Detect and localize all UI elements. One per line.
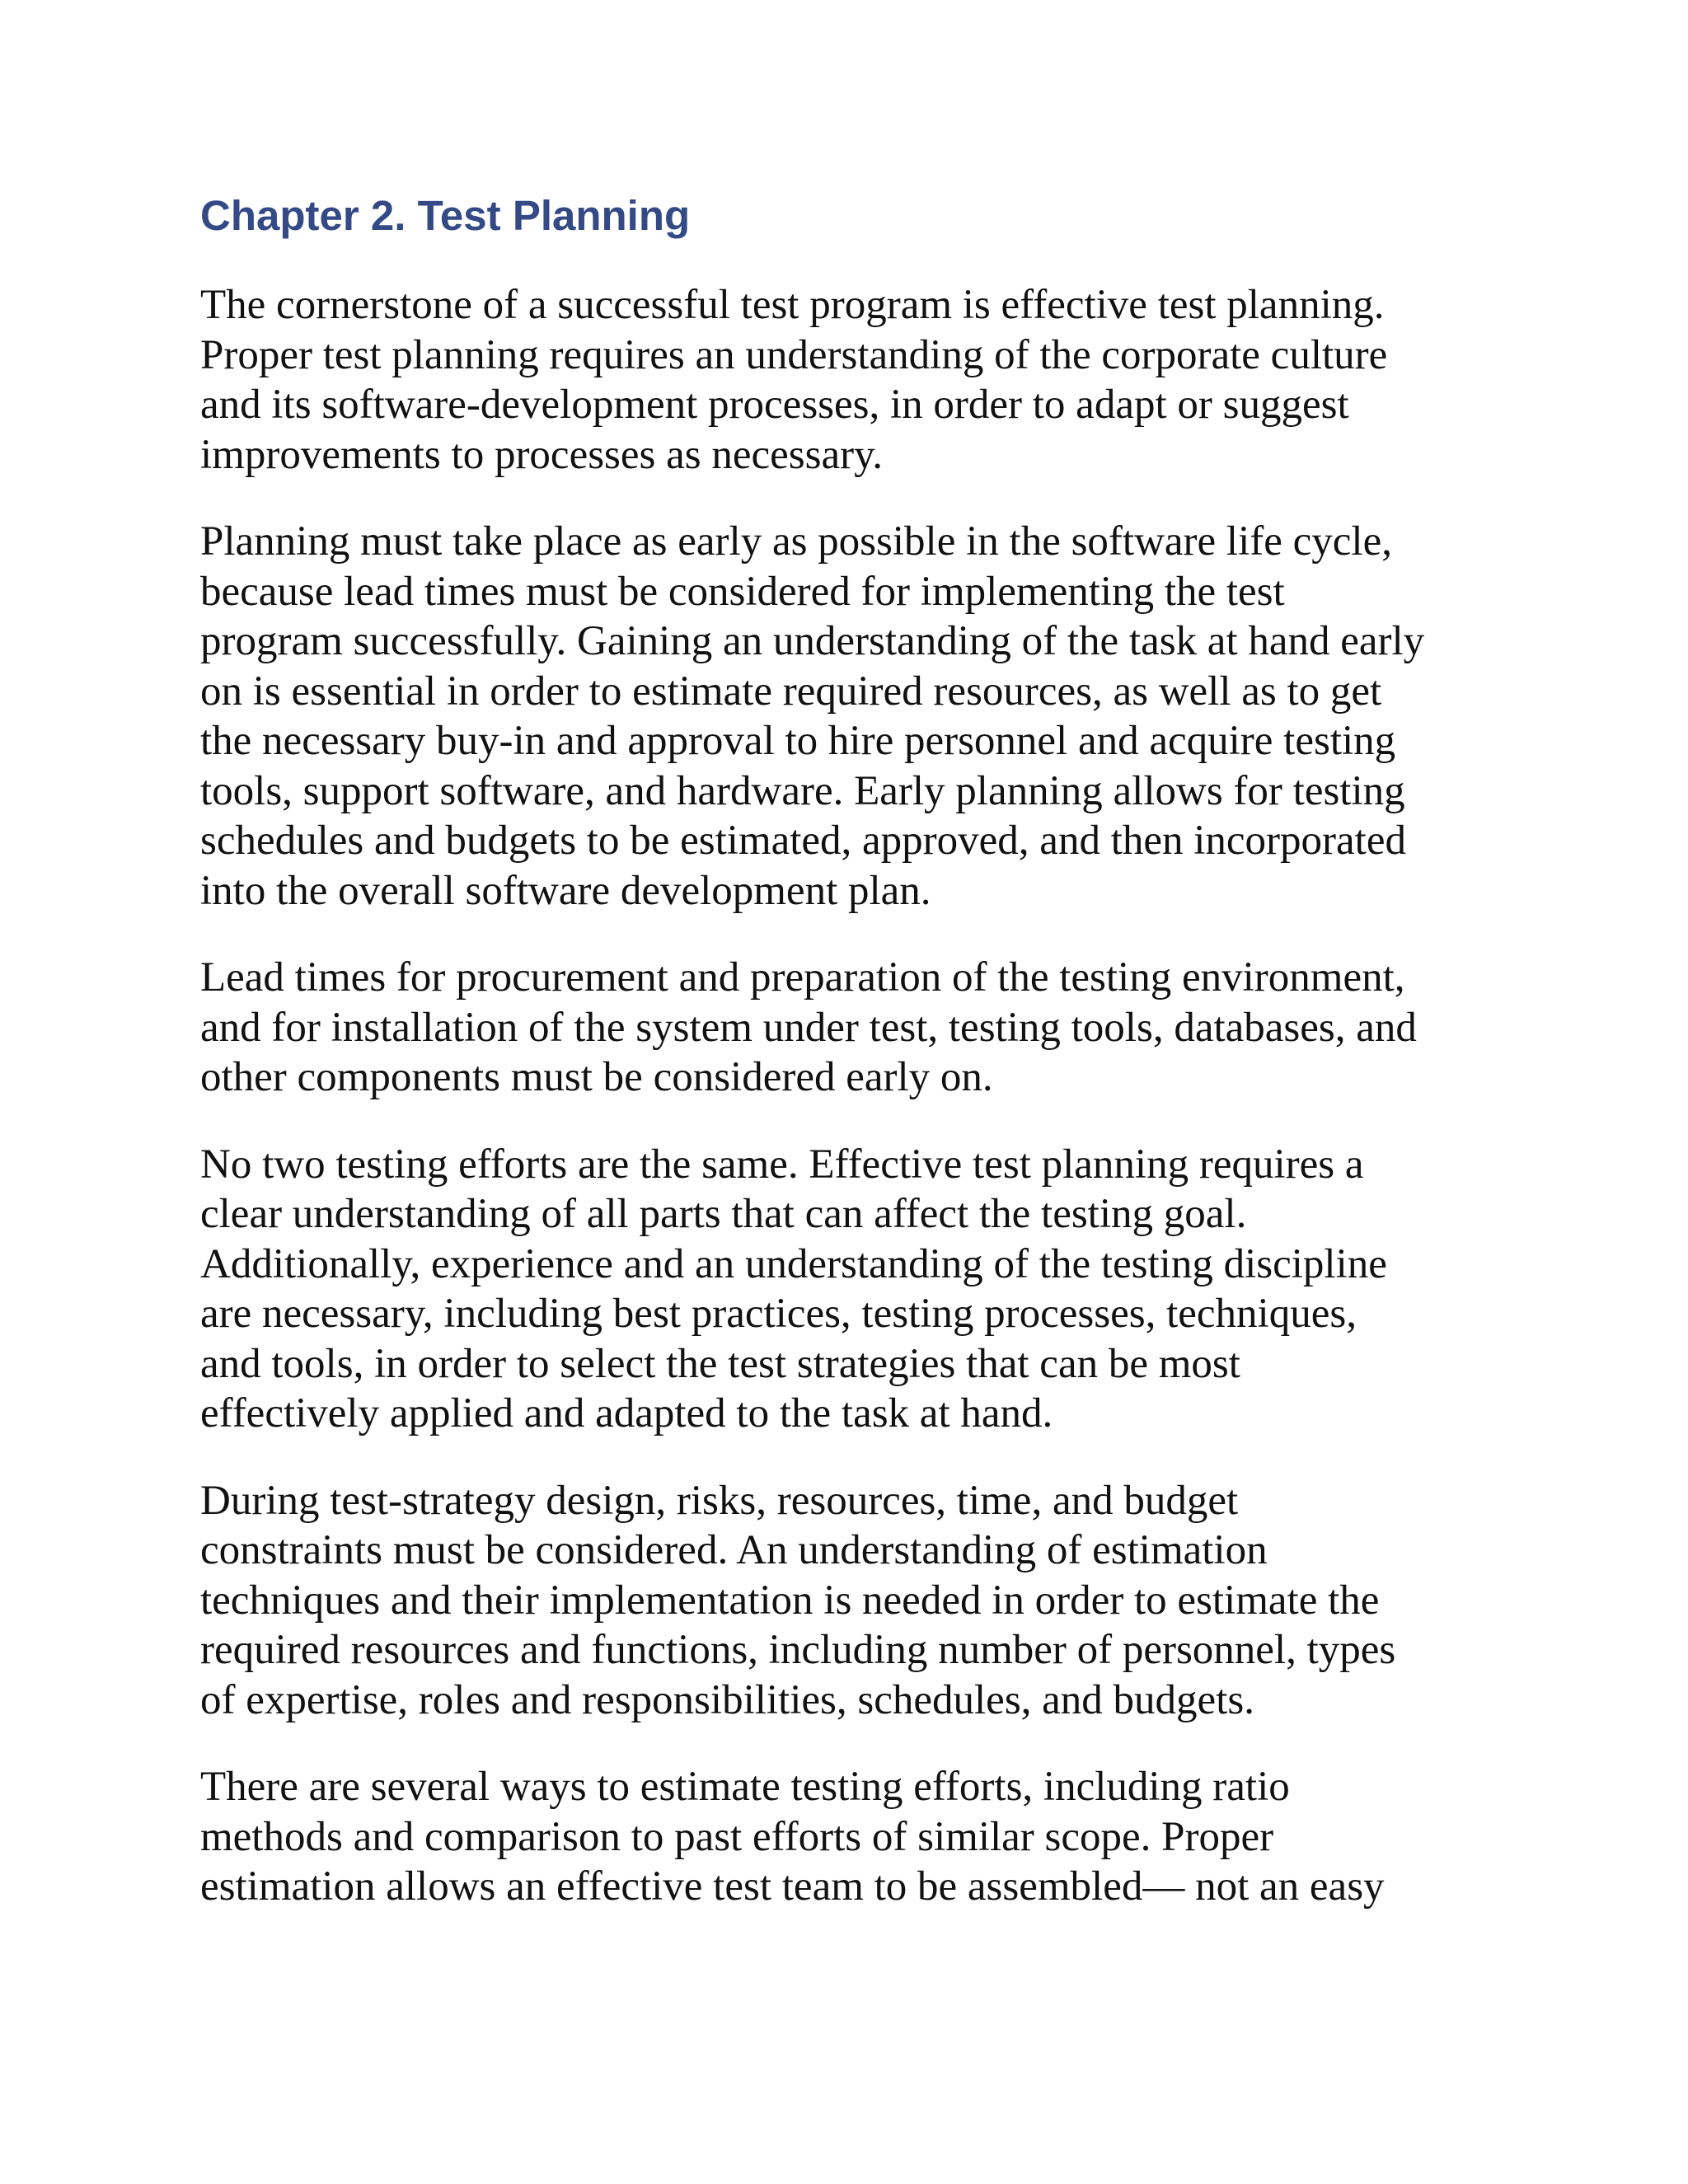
paragraph-line: Proper test planning requires an understanding of the corporate culture — [200, 331, 1388, 378]
paragraph-4 — [200, 1140, 1486, 1439]
paragraph-line: improvements to processes as necessary. — [200, 431, 884, 478]
paragraph-line: the necessary buy-in and approval to hire personnel and acquire testing — [200, 718, 1396, 764]
paragraph-6 — [200, 1762, 1486, 1912]
paragraph-line: required resources and functions, including number of personnel, types — [200, 1627, 1396, 1673]
paragraph-line: on is essential in order to estimate required resources, as well as to get — [200, 668, 1382, 715]
paragraph-2 — [200, 517, 1486, 916]
paragraph-line: There are several ways to estimate testing efforts, including ratio — [200, 1764, 1290, 1810]
paragraph-line: clear understanding of all parts that can affect the testing goal. — [200, 1191, 1247, 1237]
paragraph-line: and its software-development processes, in order to adapt or suggest — [200, 382, 1349, 428]
paragraph-line: Lead times for procurement and preparation of the testing environment, — [200, 954, 1405, 1001]
paragraph-line: During test-strategy design, risks, resources, time, and budget — [200, 1477, 1239, 1524]
paragraph-line: estimation allows an effective test team to be assembled— not an easy — [200, 1863, 1385, 1910]
paragraph-line: and for installation of the system under test, testing tools, databases, and — [200, 1004, 1417, 1051]
paragraph-line: constraints must be considered. An understanding of estimation — [200, 1527, 1268, 1573]
paragraph-line: Additionally, experience and an understanding of the testing discipline — [200, 1240, 1387, 1287]
paragraph-line: methods and comparison to past efforts of similar scope. Proper — [200, 1813, 1274, 1860]
paragraph-line: because lead times must be considered for implementing the test — [200, 568, 1285, 615]
paragraph-line: techniques and their implementation is needed in order to estimate the — [200, 1577, 1380, 1624]
paragraph-line: of expertise, roles and responsibilities, schedules, and budgets. — [200, 1676, 1254, 1723]
chapter-title: Chapter 2. Test Planning — [200, 192, 691, 239]
paragraph-line: and tools, in order to select the test strategies that can be most — [200, 1340, 1240, 1387]
paragraph-line: effectively applied and adapted to the task at hand. — [200, 1390, 1053, 1436]
paragraph-1 — [200, 280, 1486, 480]
paragraph-line: No two testing efforts are the same. Effective test planning requires a — [200, 1141, 1364, 1188]
paragraph-line: tools, support software, and hardware. Early planning allows for testing — [200, 767, 1405, 814]
page-content — [200, 191, 1486, 1949]
paragraph-line: into the overall software development plan. — [200, 867, 931, 914]
paragraph-line: other components must be considered early on. — [200, 1054, 993, 1100]
paragraph-line: The cornerstone of a successful test program is effective test planning. — [200, 282, 1385, 328]
paragraph-line: schedules and budgets to be estimated, approved, and then incorporated — [200, 818, 1406, 864]
paragraph-line: program successfully. Gaining an understanding of the task at hand early — [200, 618, 1425, 664]
paragraph-5 — [200, 1476, 1486, 1726]
paragraph-line: Planning must take place as early as possible in the software life cycle, — [200, 518, 1392, 565]
paragraph-line: are necessary, including best practices, testing processes, techniques, — [200, 1291, 1357, 1337]
paragraph-3 — [200, 953, 1486, 1103]
